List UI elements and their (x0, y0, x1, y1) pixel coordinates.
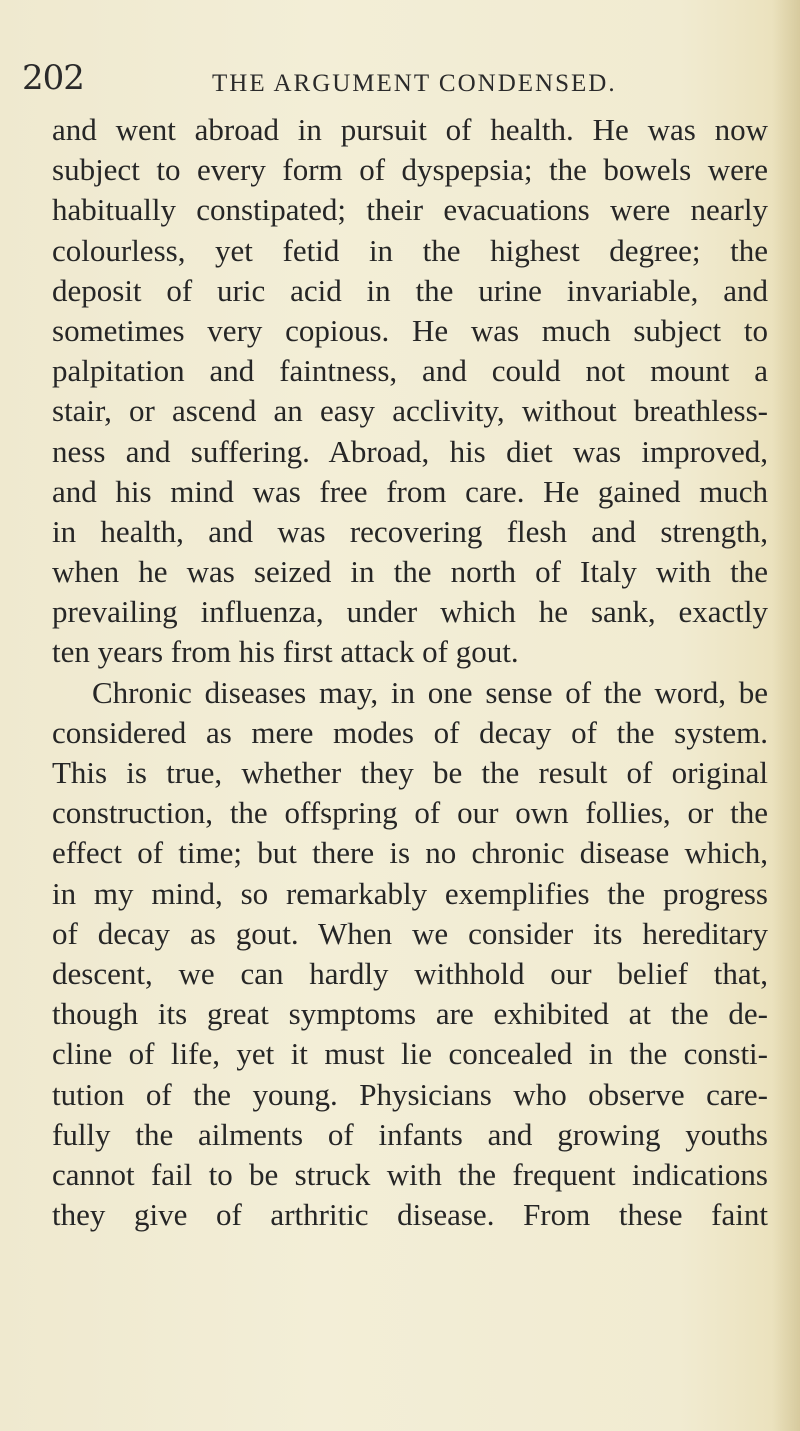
text-line: stair, or ascend an easy acclivity, without breathless- (52, 393, 768, 429)
text-line: deposit of uric acid in the urine invariable, and (52, 272, 768, 308)
text-line: cannot fail to be struck with the frequent indications (52, 1156, 768, 1192)
running-head: THE ARGUMENT CONDENSED. (212, 70, 617, 97)
text-line: when he was seized in the north of Italy with the (52, 554, 768, 590)
text-line: subject to every form of dyspepsia; the bowels were (52, 152, 768, 188)
text-line: habitually constipated; their evacuations were nearly (52, 192, 768, 228)
text-line: of decay as gout. When we consider its hereditary (52, 915, 768, 951)
text-line: they give of arthritic disease. From these faint (52, 1197, 768, 1233)
text-line: and his mind was free from care. He gained much (52, 473, 768, 509)
paragraph-start-line: Chronic diseases may, in one sense of the word, be (92, 674, 768, 710)
text-line: construction, the offspring of our own follies, or the (52, 795, 768, 831)
text-line: considered as mere modes of decay of the system. (52, 714, 768, 750)
text-line: palpitation and faintness, and could not mount a (52, 353, 768, 389)
text-line: ness and suffering. Abroad, his diet was improved, (52, 433, 768, 469)
text-line: sometimes very copious. He was much subject to (52, 312, 768, 348)
text-line: cline of life, yet it must lie concealed in the consti- (52, 1036, 768, 1072)
text-line: and went abroad in pursuit of health. He was now (52, 112, 768, 147)
text-line: prevailing influenza, under which he sank, exactly (52, 594, 768, 630)
text-line: in my mind, so remarkably exemplifies the progress (52, 875, 768, 911)
text-line: This is true, whether they be the result of original (52, 755, 768, 790)
text-line: ten years from his first attack of gout. (52, 634, 519, 670)
text-line: tution of the young. Physicians who observe care- (52, 1076, 768, 1112)
body-text (52, 110, 768, 1235)
text-line: descent, we can hardly withhold our belief that, (52, 955, 768, 991)
text-line: colourless, yet fetid in the highest degree; the (52, 232, 768, 268)
text-line: in health, and was recovering flesh and strength, (52, 513, 768, 549)
text-line: fully the ailments of infants and growing youths (52, 1116, 768, 1152)
text-line: effect of time; but there is no chronic disease which, (52, 835, 768, 871)
page-edge-shadow (772, 0, 800, 1431)
page-number: 202 (22, 58, 84, 98)
text-line: though its great symptoms are exhibited at the de- (52, 996, 768, 1032)
